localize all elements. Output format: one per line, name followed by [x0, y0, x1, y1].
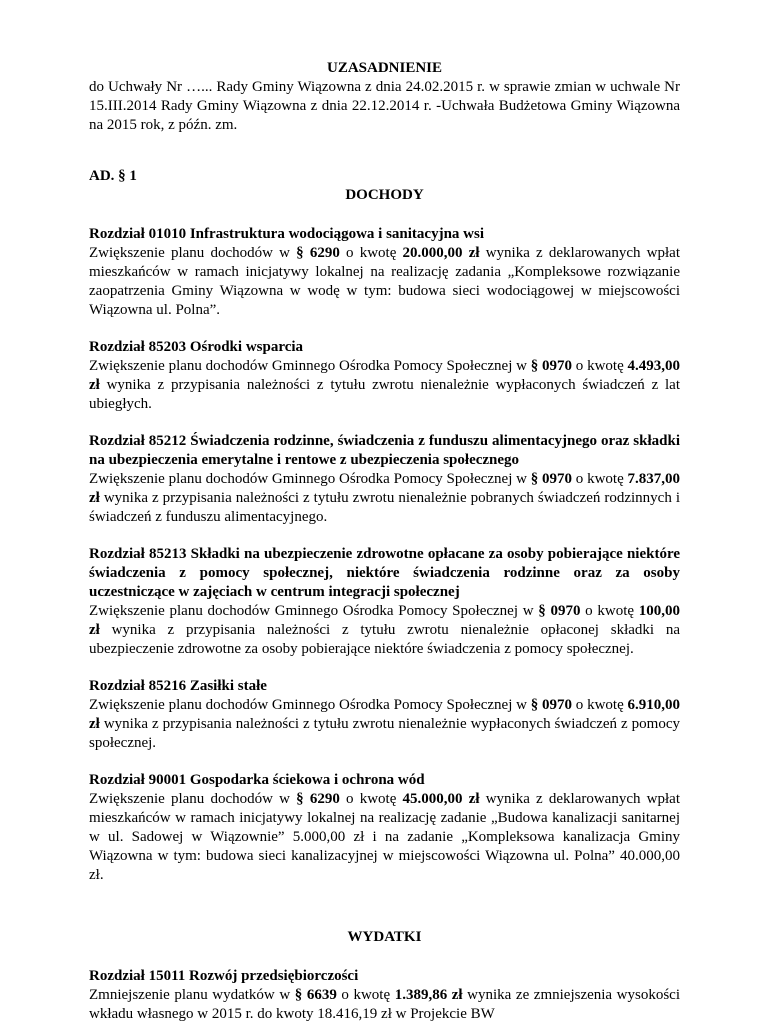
rozdzial-01010 — [89, 225, 680, 320]
rozdzial-body: Zwiększenie planu dochodów Gminnego Ośrodka Pomocy Społecznej w § 0970 o kwotę 6.910,00 zł wynika z przypisania należności z tytułu zwrotu nienależnie wypłaconych świadczeń z pomocy społecznej. — [89, 697, 681, 751]
amount: 6.910,00 zł — [89, 697, 681, 732]
paragraph-code: § 6290 — [296, 245, 340, 261]
rozdzial-heading: Rozdział 85203 Ośrodki wsparcia — [89, 339, 304, 355]
rozdzial-85212 — [89, 432, 680, 527]
rozdzial-90001 — [89, 771, 680, 885]
rozdzial-body: Zwiększenie planu dochodów Gminnego Ośrodka Pomocy Społecznej w § 0970 o kwotę 4.493,00 zł wynika z przypisania należności z tytułu zwrotu nienależnie wypłaconych świadczeń z lat ubiegłych. — [89, 358, 681, 412]
amount: 7.837,00 zł — [89, 471, 681, 506]
rozdzial-15011 — [89, 967, 680, 1024]
rozdzial-heading: Rozdział 01010 Infrastruktura wodociągowa i sanitacyjna wsi — [89, 226, 485, 242]
rozdzial-body: Zwiększenie planu dochodów w § 6290 o kwotę 20.000,00 zł wynika z deklarowanych wpłat mieszkańców w ramach inicjatywy lokalnej na realizację zadania „Kompleksowe rozwiązanie zaopatrzenia Gminy Wiązowna w wodę w tym: budowa sieci wodociągowej w miejscowości Wiązowna ul. Polna”. — [89, 245, 680, 318]
paragraph-code: § 6290 — [296, 791, 340, 807]
ad-label: AD. § 1 — [89, 168, 137, 184]
amount: 20.000,00 zł — [402, 245, 480, 261]
rozdzial-body: Zwiększenie planu dochodów w § 6290 o kwotę 45.000,00 zł wynika z deklarowanych wpłat mieszkańców w ramach inicjatywy lokalnej na realizację zadanie „Budowa kanalizacji sanitarnej w ul. Sadowej w Wiązownie” 5.000,00 zł i na zadanie „Kompleksowa kanalizacja Gminy Wiązowna w tym: budowa sieci kanalizacyjnej w miejscowości Wiązowna ul. Polna” 40.000,00 zł. — [89, 791, 680, 883]
paragraph-code: § 0970 — [530, 358, 573, 374]
rozdzial-85216 — [89, 677, 680, 753]
document-intro: do Uchwały Nr …... Rady Gminy Wiązowna z dnia 24.02.2015 r. w sprawie zmian w uchwale Nr 15.III.2014 Rady Gminy Wiązowna z dnia 22.12.2014 r. -Uchwała Budżetowa Gminy Wiązowna na 2015 rok, z późn. zm. — [89, 79, 680, 133]
paragraph-code: § 6639 — [294, 987, 337, 1003]
paragraph-code: § 0970 — [530, 697, 573, 713]
rozdzial-body: Zwiększenie planu dochodów Gminnego Ośrodka Pomocy Społecznej w § 0970 o kwotę 7.837,00 zł wynika z przypisania należności z tytułu zwrotu nienależnie pobranych świadczeń rodzinnych i świadczeń z funduszu alimentacyjnego. — [89, 471, 681, 525]
rozdzial-85213 — [89, 545, 680, 659]
rozdzial-body: Zmniejszenie planu wydatków w § 6639 o kwotę 1.389,86 zł wynika ze zmniejszenia wysokości wkładu własnego w 2015 r. do kwoty 18.416,19 zł w Projekcie BW — [89, 987, 680, 1022]
section-heading-wydatki: WYDATKI — [347, 929, 422, 945]
rozdzial-heading: Rozdział 85213 Składki na ubezpieczenie zdrowotne opłacane za osoby pobierające niektóre świadczenia z pomocy społecznej, niektóre świadczenia rodzinne oraz za osoby uczestniczące w zajęciach w centrum integracji społecznej — [89, 546, 680, 600]
rozdzial-body: Zwiększenie planu dochodów Gminnego Ośrodka Pomocy Społecznej w § 0970 o kwotę 100,00 zł wynika z przypisania należności z tytułu zwrotu nienależnie opłaconej składki na ubezpieczenie zdrowotne za osoby pobierające niektóre świadczenia z pomocy społecznej. — [89, 603, 681, 657]
document-page — [89, 59, 680, 1024]
amount: 1.389,86 zł — [394, 987, 463, 1003]
rozdzial-85203 — [89, 338, 680, 414]
document-title: UZASADNIENIE — [326, 60, 443, 76]
rozdzial-heading: Rozdział 15011 Rozwój przedsiębiorczości — [89, 968, 359, 984]
rozdzial-heading: Rozdział 85216 Zasiłki stałe — [89, 678, 267, 694]
paragraph-code: § 0970 — [538, 603, 581, 619]
paragraph-code: § 0970 — [530, 471, 573, 487]
amount: 100,00 zł — [89, 603, 681, 638]
amount: 4.493,00 zł — [89, 358, 681, 393]
rozdzial-heading: Rozdział 90001 Gospodarka ściekowa i ochrona wód — [89, 772, 425, 788]
section-heading-dochody: DOCHODY — [345, 187, 424, 203]
rozdzial-heading: Rozdział 85212 Świadczenia rodzinne, świadczenia z funduszu alimentacyjnego oraz składki na ubezpieczenia emerytalne i rentowe z ubezpieczenia społecznego — [89, 433, 680, 468]
amount: 45.000,00 zł — [402, 791, 480, 807]
